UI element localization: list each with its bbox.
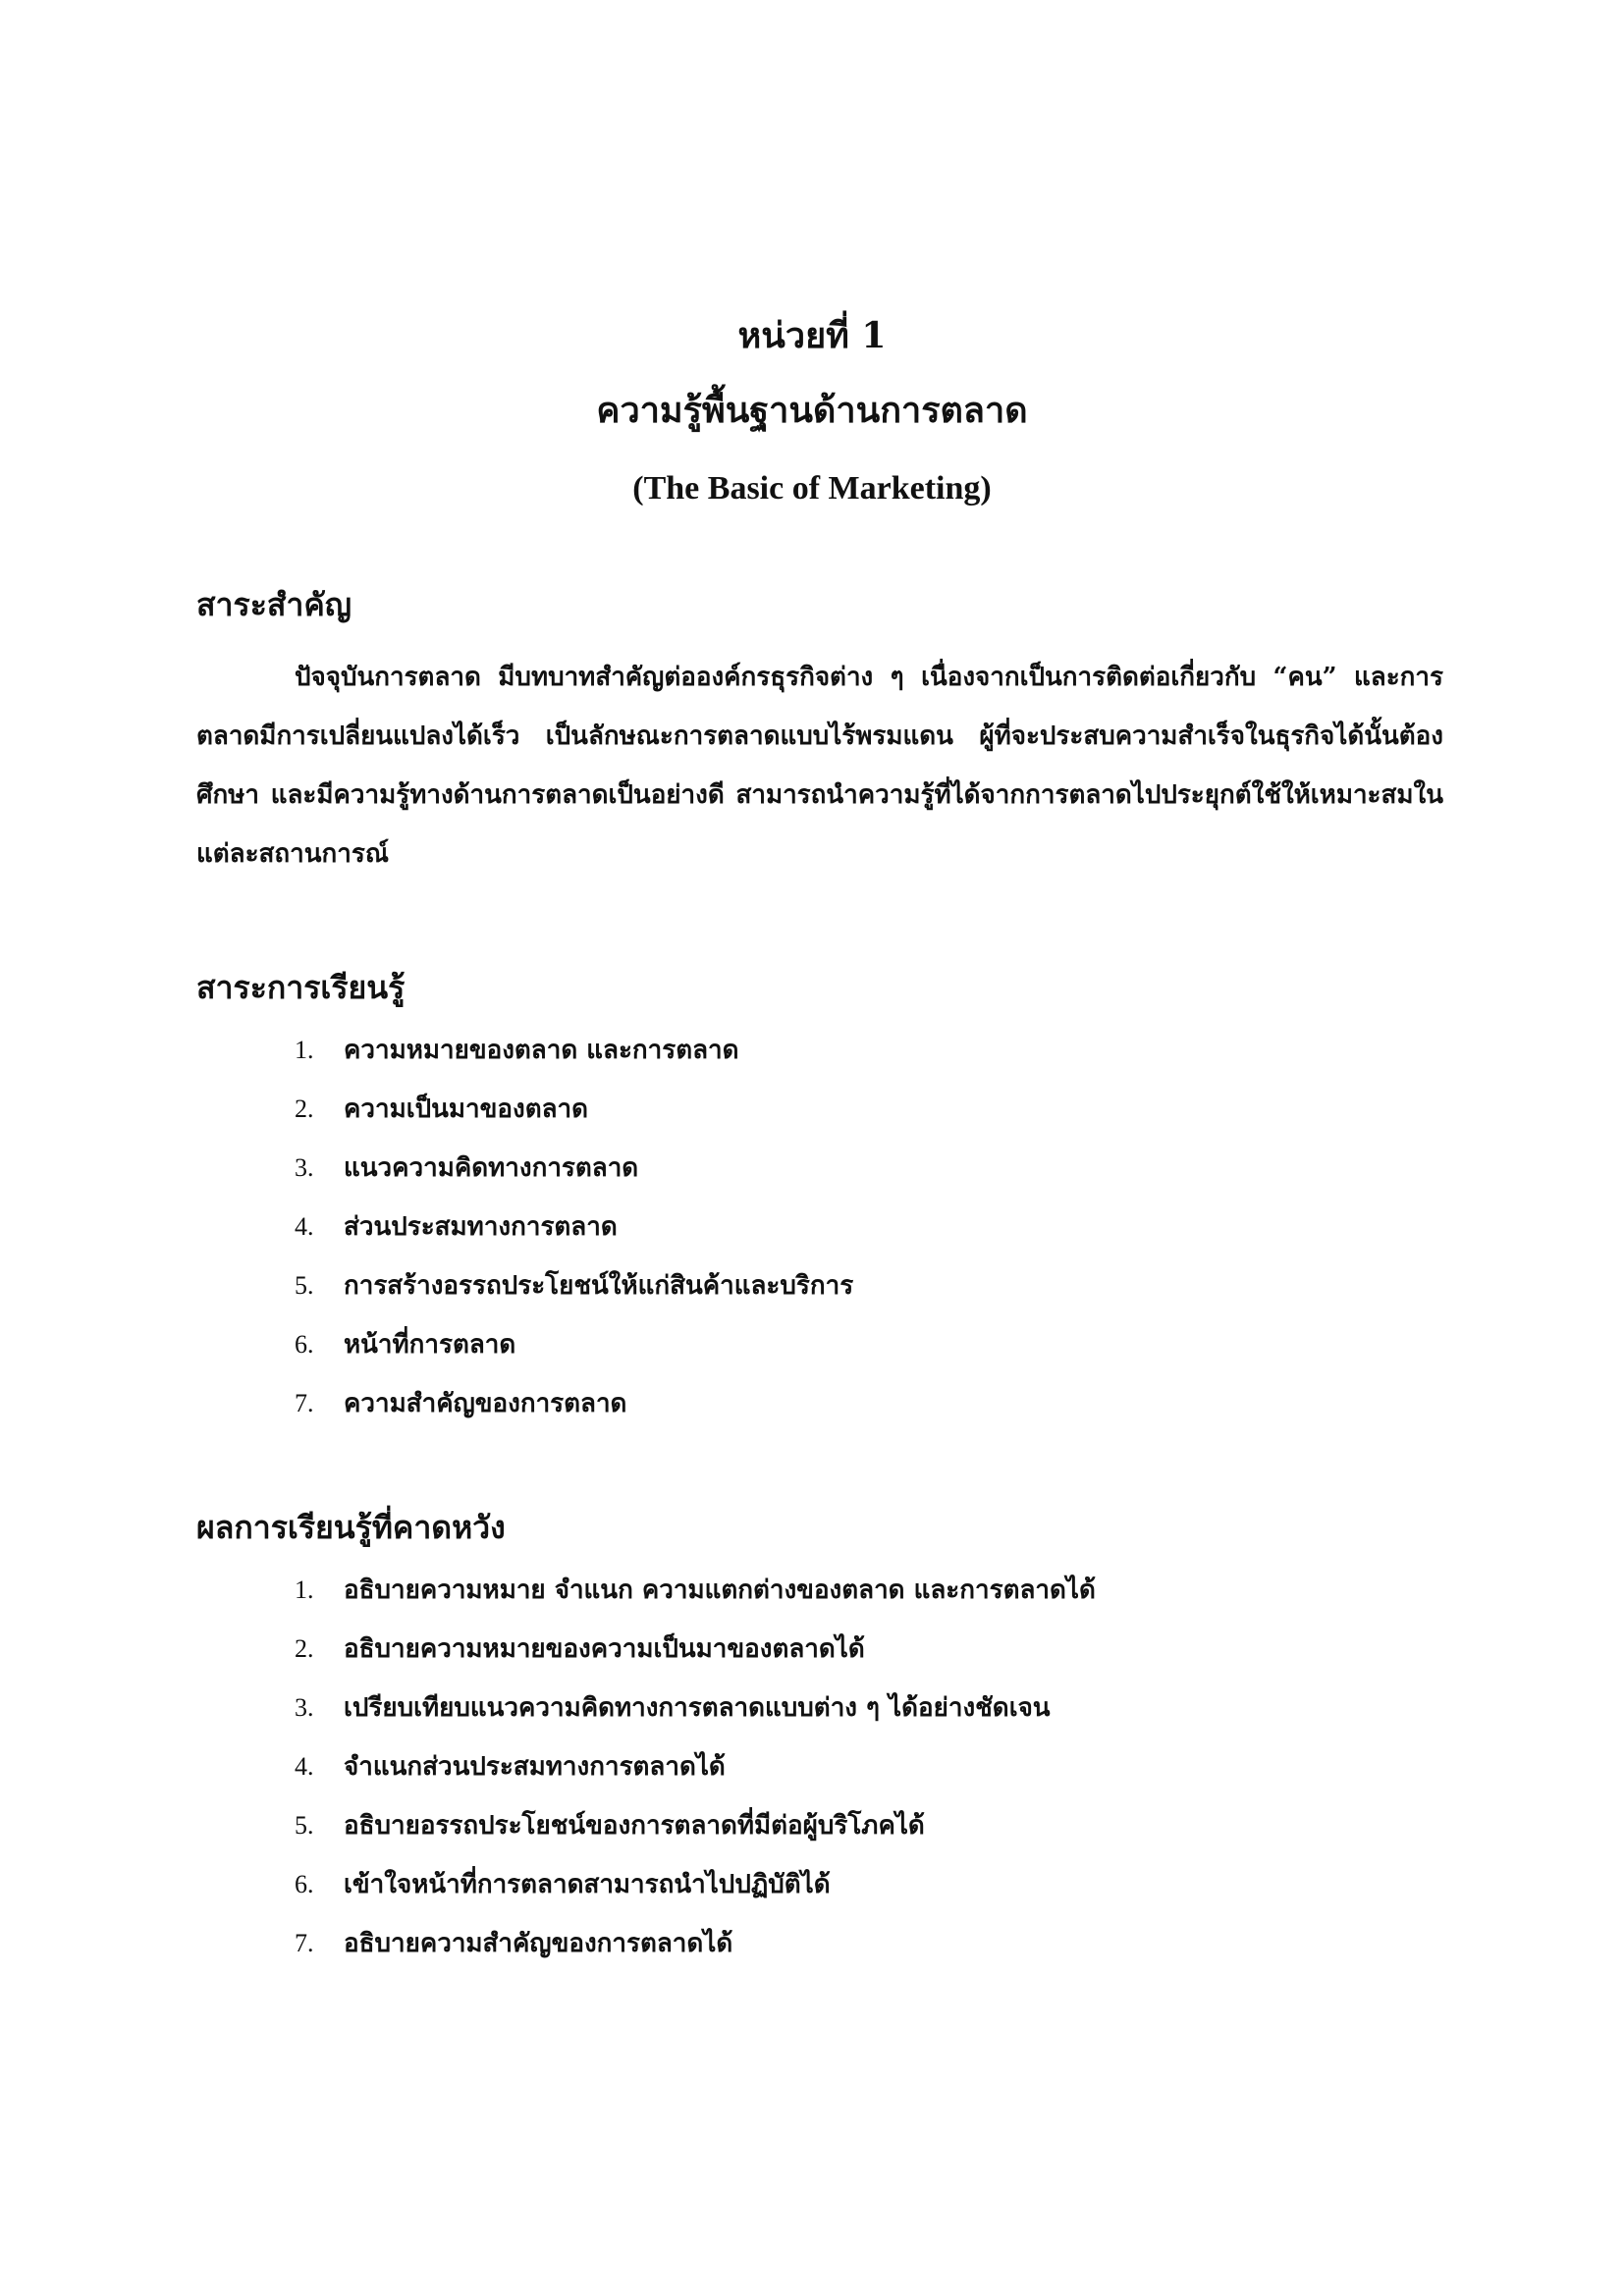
- item-text: ความเป็นมาของตลาด: [344, 1095, 589, 1124]
- key-concept-paragraph: [196, 648, 1443, 883]
- item-text: อธิบายความสำคัญของการตลาดได้: [344, 1929, 733, 1958]
- item-number: 5.: [295, 1811, 314, 1840]
- item-number: 1.: [295, 1575, 314, 1604]
- item-text: การสร้างอรรถประโยชน์ให้แก่สินค้าและบริการ: [344, 1271, 854, 1301]
- list-item: [295, 1021, 853, 1080]
- list-item: [295, 1737, 1096, 1796]
- list-item: [295, 1080, 853, 1139]
- item-text: แนวความคิดทางการตลาด: [344, 1153, 639, 1183]
- item-text: จำแนกส่วนประสมทางการตลาดได้: [344, 1752, 726, 1782]
- item-number: 4.: [295, 1752, 314, 1781]
- item-number: 7.: [295, 1929, 314, 1957]
- list-item: [295, 1914, 1096, 1973]
- item-text: เข้าใจหน้าที่การตลาดสามารถนำไปปฏิบัติได้: [344, 1870, 831, 1899]
- item-number: 6.: [295, 1870, 314, 1898]
- item-number: 3.: [295, 1153, 314, 1182]
- key-concept-text: ปัจจุบันการตลาด มีบทบาทสำคัญต่อองค์กรธุรกิจต่าง ๆ เนื่องจากเป็นการติดต่อเกี่ยวกับ “คน” และการตลาดมีการเปลี่ยนแปลงได้เร็ว เป็นลักษณะการตลาดแบบไร้พรมแดน ผู้ที่จะประสบความสำเร็จในธุรกิจได้นั้นต้องศึกษา และมีความรู้ทางด้านการตลาดเป็นอย่างดี สามารถนำความรู้ที่ได้จากการตลาดไปประยุกต์ใช้ให้เหมาะสมในแต่ละสถานการณ์: [196, 663, 1443, 869]
- list-item: [295, 1620, 1096, 1679]
- list-item: [295, 1855, 1096, 1914]
- item-number: 2.: [295, 1095, 314, 1123]
- learning-content-list: [295, 1021, 853, 1433]
- list-item: [295, 1198, 853, 1256]
- item-text: อธิบายความหมายของความเป็นมาของตลาดได้: [344, 1634, 865, 1664]
- list-item: [295, 1679, 1096, 1737]
- expected-outcomes-heading: ผลการเรียนรู้ที่คาดหวัง: [196, 1509, 506, 1546]
- list-item: [295, 1315, 853, 1374]
- item-number: 7.: [295, 1389, 314, 1417]
- unit-english-title: (The Basic of Marketing): [632, 470, 992, 507]
- list-item: [295, 1139, 853, 1198]
- item-text: อธิบายความหมาย จำแนก ความแตกต่างของตลาด และการตลาดได้: [344, 1575, 1096, 1605]
- list-item: [295, 1374, 853, 1433]
- item-text: อธิบายอรรถประโยชน์ของการตลาดที่มีต่อผู้บริโภคได้: [344, 1811, 925, 1841]
- item-text: ความสำคัญของการตลาด: [344, 1389, 627, 1418]
- item-text: เปรียบเทียบแนวความคิดทางการตลาดแบบต่าง ๆ ได้อย่างชัดเจน: [344, 1693, 1051, 1723]
- learning-content-heading: สาระการเรียนรู้: [196, 969, 406, 1006]
- item-number: 6.: [295, 1330, 314, 1359]
- list-item: [295, 1561, 1096, 1620]
- item-number: 4.: [295, 1212, 314, 1241]
- expected-outcomes-list: [295, 1561, 1096, 1973]
- item-number: 5.: [295, 1271, 314, 1300]
- item-number: 1.: [295, 1036, 314, 1064]
- list-item: [295, 1256, 853, 1315]
- key-concept-heading: สาระสำคัญ: [196, 586, 352, 623]
- item-text: ส่วนประสมทางการตลาด: [344, 1212, 618, 1242]
- item-text: หน้าที่การตลาด: [344, 1330, 516, 1360]
- item-number: 2.: [295, 1634, 314, 1663]
- item-number: 3.: [295, 1693, 314, 1722]
- unit-number-title: หน่วยที่ 1: [737, 315, 887, 356]
- item-text: ความหมายของตลาด และการตลาด: [344, 1036, 739, 1065]
- list-item: [295, 1796, 1096, 1855]
- unit-thai-title: ความรู้พื้นฐานด้านการตลาด: [596, 390, 1028, 431]
